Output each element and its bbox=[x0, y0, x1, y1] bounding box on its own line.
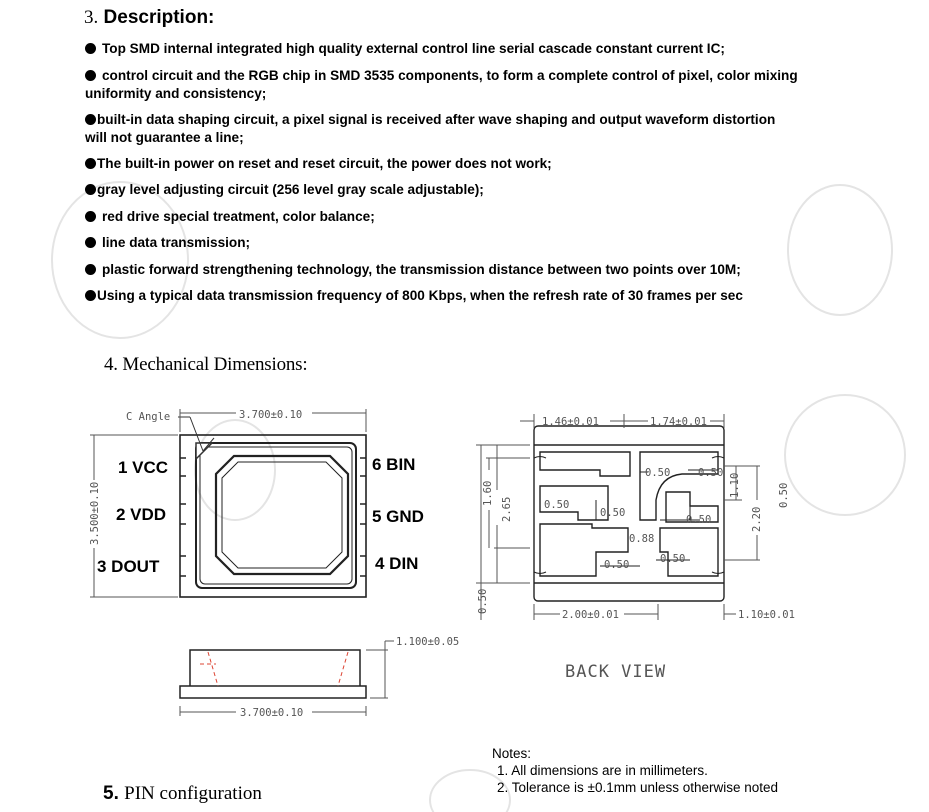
front-width-dim: 3.700±0.10 bbox=[239, 409, 303, 421]
section-3-number: 3. bbox=[84, 7, 99, 28]
section-4-number: 4. bbox=[104, 354, 118, 375]
bullet-text: gray level adjusting circuit (256 level gray scale adjustable); bbox=[97, 182, 484, 197]
section-5-title: PIN configuration bbox=[124, 783, 262, 804]
section-5-number: 5. bbox=[103, 783, 119, 804]
side-width-dim: 3.700±0.10 bbox=[240, 707, 304, 719]
bullet-text: Using a typical data transmission frequency of 800 Kbps, when the refresh rate of 30 frames per sec bbox=[97, 288, 743, 303]
back-bottom-left-dim: 2.00±0.01 bbox=[562, 609, 619, 621]
bullet-text: The built-in power on reset and reset circuit, the power does not work; bbox=[97, 156, 552, 171]
section-3-title: Description: bbox=[103, 7, 215, 28]
back-inner-dim: 0.50 bbox=[600, 507, 626, 519]
bullet-text: plastic forward strengthening technology, the transmission distance between two points over 10M; bbox=[102, 262, 741, 277]
back-inner-dim: 0.88 bbox=[629, 533, 655, 545]
note-item: 1. All dimensions are in millimeters. bbox=[497, 763, 708, 778]
back-right-dim-1: 1.10 bbox=[729, 472, 741, 498]
back-top-right-dim: 1.74±0.01 bbox=[650, 416, 707, 428]
front-height-dim: 3.500±0.10 bbox=[89, 481, 101, 545]
pin-label-din: 4 DIN bbox=[375, 554, 419, 573]
back-inner-dim: 0.50 bbox=[544, 499, 570, 511]
bullet-text: red drive special treatment, color balance; bbox=[102, 209, 375, 224]
back-inner-dim: 0.50 bbox=[698, 467, 724, 479]
notes-title: Notes: bbox=[492, 746, 532, 761]
side-height-dim: 1.100±0.05 bbox=[396, 636, 460, 648]
bullet-text: Top SMD internal integrated high quality external control line serial cascade constant current IC; bbox=[102, 41, 725, 56]
back-left-dim-1: 1.60 bbox=[482, 480, 494, 506]
back-inner-dim: 0.50 bbox=[660, 553, 686, 565]
front-view-drawing bbox=[180, 435, 366, 597]
pin-label-vcc: 1 VCC bbox=[118, 458, 169, 477]
back-inner-dim: 0.50 bbox=[604, 559, 630, 571]
pin-label-bin: 6 BIN bbox=[372, 455, 416, 474]
back-right-dim-3: 0.50 bbox=[778, 482, 790, 508]
back-right-dim-2: 2.20 bbox=[751, 506, 763, 532]
back-view-title: BACK VIEW bbox=[565, 662, 667, 682]
back-inner-dim: 0.50 bbox=[645, 467, 671, 479]
c-angle-label: C Angle bbox=[126, 411, 171, 423]
pin-label-gnd: 5 GND bbox=[372, 507, 424, 526]
back-top-left-dim: 1.46±0.01 bbox=[542, 416, 599, 428]
c-angle-marker bbox=[178, 417, 214, 459]
note-item: 2. Tolerance is ±0.1mm unless otherwise noted bbox=[497, 780, 779, 795]
pin-label-vdd: 2 VDD bbox=[116, 505, 167, 524]
back-view-dims bbox=[477, 416, 795, 621]
side-view-drawing bbox=[180, 650, 366, 698]
pin-label-dout: 3 DOUT bbox=[97, 557, 160, 576]
back-left-dim-2: 2.65 bbox=[501, 496, 513, 522]
section-4-title: Mechanical Dimensions: bbox=[122, 354, 308, 375]
back-left-dim-3: 0.50 bbox=[477, 588, 489, 614]
back-bottom-right-dim: 1.10±0.01 bbox=[738, 609, 795, 621]
bullet-text: built-in data shaping circuit, a pixel signal is received after wave shaping and output waveform distortion will not guarantee a line; bbox=[85, 112, 776, 145]
back-inner-dim: 0.50 bbox=[686, 514, 712, 526]
bullet-text: control circuit and the RGB chip in SMD 3535 components, to form a complete control of pixel, color mixing uniformity and consistency; bbox=[85, 68, 798, 101]
bullet-text: line data transmission; bbox=[102, 235, 251, 250]
